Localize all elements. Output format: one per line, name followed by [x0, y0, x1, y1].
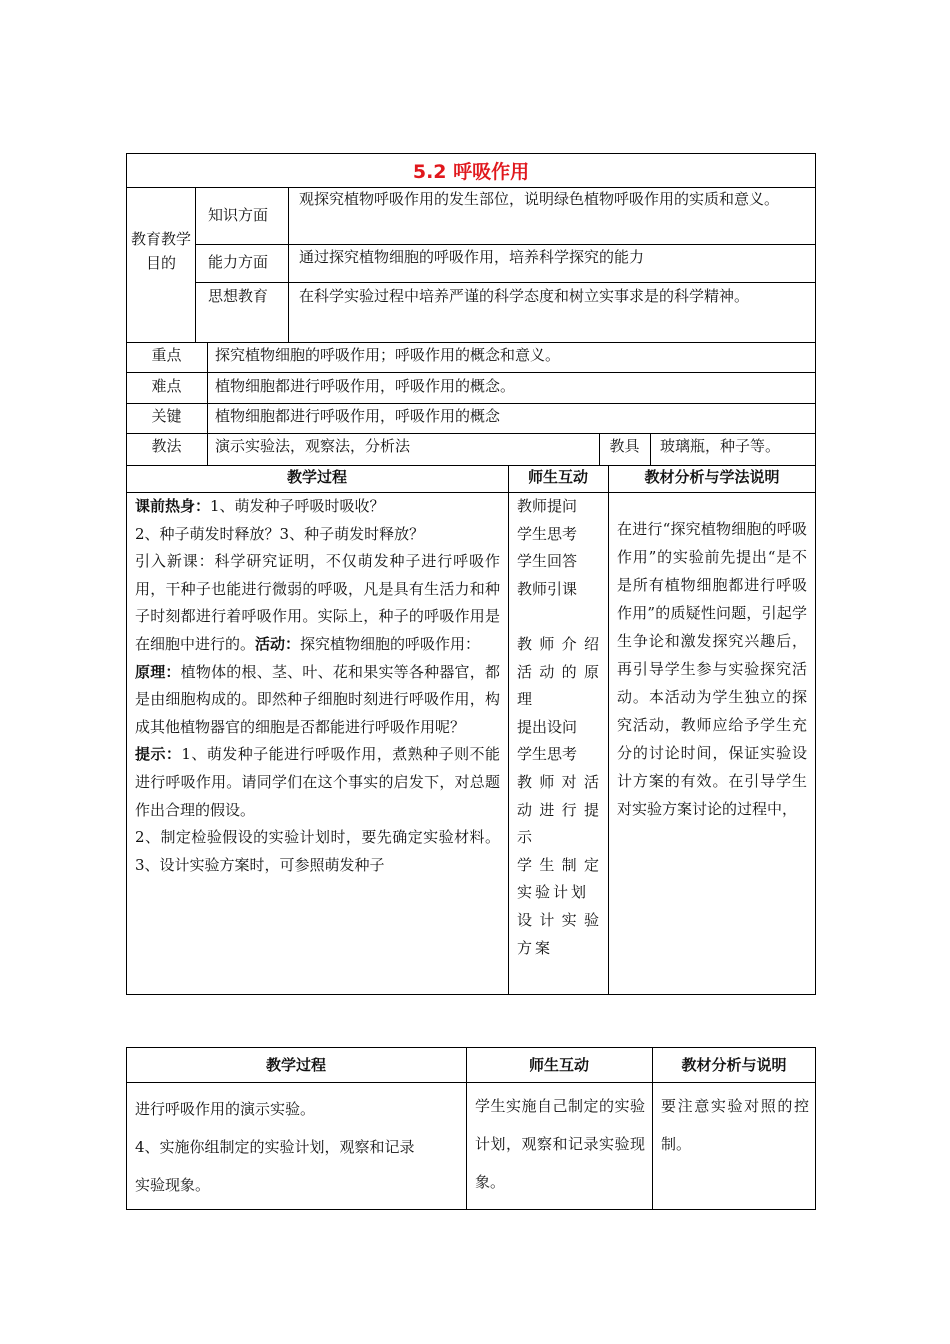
interaction-item: 学生思考: [517, 745, 578, 764]
header-analysis: 教材分析与学法说明: [644, 468, 780, 486]
interaction-item: 教师介绍活动的原理: [517, 634, 602, 709]
goal-knowledge-name: 知识方面: [208, 206, 269, 224]
principle-paragraph: 原理：植物体的根、茎、叶、花和果实等各种器官，都是由细胞构成的。即然种子细胞时刻进行呼吸作用，构成其他植物器官的细胞是否都能进行呼吸作用呢？: [135, 662, 500, 736]
interaction-item: 教师提问: [517, 497, 578, 515]
interaction-spacer: [517, 603, 602, 631]
t2-process-line: 进行呼吸作用的演示实验。: [135, 1100, 316, 1118]
t2-header-analysis: 教材分析与说明: [681, 1056, 787, 1074]
t2-interaction-text: 学生实施自己制定的实验计划，观察和记录实验现象。: [475, 1097, 645, 1191]
key-label: 关键: [151, 407, 182, 425]
t2-header-process: 教学过程: [265, 1056, 326, 1074]
page-title: 5.2 呼吸作用: [412, 161, 530, 183]
goal-knowledge-text: 观探究植物呼吸作用的发生部位，说明绿色植物呼吸作用的实质和意义。: [299, 190, 780, 208]
interaction-item: 教师引课: [517, 579, 578, 598]
t2-analysis-text: 要注意实验对照的控制。: [661, 1097, 809, 1153]
hint-paragraph: 提示：1、萌发种子能进行呼吸作用，煮熟种子则不能进行呼吸作用。请同学们在这个事实的启发下，对总题作出合理的假设。: [135, 745, 500, 819]
tools-text: 玻璃瓶，种子等。: [660, 437, 781, 455]
interaction-item: 提出设问: [517, 717, 578, 736]
goals-label: 教育教学目的: [130, 230, 191, 272]
goal-ability-text: 通过探究植物细胞的呼吸作用，培养科学探究的能力: [299, 248, 645, 266]
difficulty-text: 植物细胞都进行呼吸作用，呼吸作用的概念。: [215, 377, 516, 395]
intro-paragraph: 引入新课：科学研究证明，不仅萌发种子进行呼吸作用，干种子也能进行微弱的呼吸，凡是具有生活力和种子时刻都进行着呼吸作用。实际上，种子的呼吸作用是在细胞中进行的。活动：探究植物细胞的呼吸作用：: [135, 552, 500, 653]
focus-label: 重点: [151, 346, 182, 364]
tools-label: 教具: [609, 437, 640, 455]
step2-paragraph: 2、制定检验假设的实验计划时，要先确定实验材料。3、设计实验方案时，可参照萌发种子: [135, 828, 500, 874]
analysis-text: 在进行“探究植物细胞的呼吸作用”的实验前先提出“是不是所有植物细胞都进行呼吸作用”的质疑性问题，引起学生争论和激发探究兴趣后，再引导学生参与实验探究活动。本活动为学生独立的探究活动，教师应给予学生充分的讨论时间，保证实验设计方案的有效。在引导学生对实验方案讨论的过程中，: [617, 520, 807, 818]
interaction-item: 教师对活动进行提示: [517, 772, 602, 847]
goal-moral-name: 思想教育: [208, 287, 269, 305]
header-process: 教学过程: [286, 468, 347, 486]
goal-ability-name: 能力方面: [208, 253, 269, 271]
key-text: 植物细胞都进行呼吸作用，呼吸作用的概念: [215, 407, 501, 425]
warmup-line: 课前热身：1、萌发种子呼吸时吸收？: [135, 497, 385, 515]
header-interaction: 师生互动: [527, 468, 588, 486]
t2-process-line: 4、实施你组制定的实验计划，观察和记录: [135, 1138, 415, 1156]
interaction-item: 学生思考: [517, 524, 578, 543]
goal-moral-text: 在科学实验过程中培养严谨的科学态度和树立实事求是的科学精神。: [299, 287, 750, 305]
difficulty-label: 难点: [151, 377, 182, 395]
t2-header-interaction: 师生互动: [528, 1056, 589, 1074]
interaction-item: 学生回答: [517, 552, 578, 571]
focus-text: 探究植物细胞的呼吸作用；呼吸作用的概念和意义。: [215, 346, 561, 364]
interaction-item: 设计实验方案: [517, 910, 602, 957]
interaction-item: 学生制定实验计划: [517, 855, 602, 902]
t2-process-line: 实验现象。: [135, 1176, 211, 1194]
interaction-column: [517, 493, 602, 962]
method-text: 演示实验法，观察法，分析法: [215, 437, 411, 455]
warmup-line-2: 2、种子萌发时释放？3、种子萌发时释放？: [135, 524, 425, 543]
method-label: 教法: [151, 437, 182, 455]
process-text: [135, 493, 500, 879]
t2-process-text: [135, 1090, 460, 1204]
